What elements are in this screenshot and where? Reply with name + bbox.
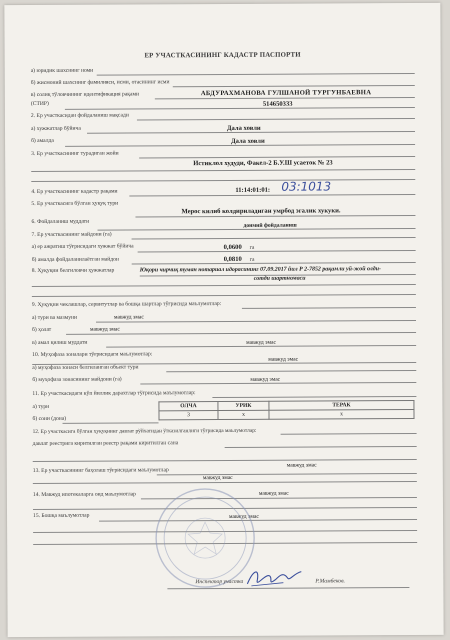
line [155, 97, 415, 99]
line [212, 396, 416, 398]
line [135, 215, 415, 217]
line [33, 459, 417, 462]
f9-b-label: б) ҳолат [32, 326, 52, 334]
f3-label: 3. Ер участкасининг турадиган жойи [31, 150, 119, 158]
line [63, 422, 159, 424]
f7-a-label: а) ер ажратиш тўғрисидаги хужжат бўйича [31, 243, 134, 251]
restriction-type-value: мавжуд эмас [113, 314, 144, 321]
cadastre-number: 11:14:01:01: [235, 186, 271, 194]
line [106, 345, 416, 348]
line [139, 156, 415, 158]
purpose-actual-value: Дала ховли [231, 137, 265, 145]
f1-a-label: а) юридик шахснинг номи [30, 67, 94, 75]
passport-document [4, 3, 443, 637]
protection-area-value: мавжуд эмас [250, 376, 281, 383]
document-title: ЕР УЧАСТКАСИНИНГ КАДАСТР ПАСПОРТИ [144, 51, 301, 60]
area-docs-value: 0,0600 [223, 243, 242, 252]
line [137, 118, 415, 120]
tree-header: УРИК [218, 401, 269, 410]
trees-count-row [159, 410, 414, 420]
line [99, 519, 417, 522]
area-docs-unit: га [249, 244, 255, 251]
line [31, 179, 415, 182]
owner-name: АБДУРАХМАНОВА ГУЛШАНОЙ ТУРГУНБАЕВНА [200, 89, 372, 98]
handwritten-cadastre-suffix: 03:1013 [281, 179, 332, 194]
official-stamp [153, 486, 258, 591]
f1-c-label-2: (СТИР) [30, 100, 49, 108]
f2-b-label: б) амалда [31, 137, 54, 145]
mortgage-value: мавжуд эмас [258, 490, 289, 497]
f15-label: 15. Бошқа маълумотлар [33, 512, 90, 520]
f12-label: 12. Ер участкасига бўлган ҳуқуқнинг давлат рўйхатидан ўтказилганлиги тўғрисида маълумотлар: [32, 427, 257, 436]
f14-label: 14. Мавжуд ипотекаларга оид маълумотлар [32, 491, 136, 499]
line [138, 250, 416, 252]
f9-a-label: а) тури ва мазмуни [31, 314, 78, 322]
protection-zone-value: мавжуд эмас [268, 356, 299, 363]
inspector-name: Р.Мамбеков. [315, 578, 345, 585]
f8-label: 8. Ҳуқуқни белгиловчи ҳужжатлар [31, 267, 115, 275]
line [87, 131, 415, 134]
line [157, 473, 417, 475]
address-value: Истиклол худуди, Факел-2 Б.У.Ш усаеток № 23 [193, 159, 333, 168]
line [31, 169, 415, 172]
usage-term-value: доимий фойдаланиш [243, 222, 297, 229]
line [98, 228, 416, 231]
f4-label: 4. Ер участкасининг кадастр рақами [31, 188, 118, 196]
f11-b-label: б) сони (дона) [32, 415, 67, 423]
legal-docs-value: Юқори чирчиқ туман нотариал идорасининг 07.09.2017 йил Р 2-7852 рақамли уй-жой олди- [139, 266, 381, 274]
f7-b-label: б) амалда фойдаланилаётган майдон [31, 256, 119, 264]
f13-label: 13. Ер участкасининг баҳолаш тўғрисидаги маълумотлар [32, 467, 169, 475]
f2-label: 2. Ер участкасидан фойдаланиш мақсади [30, 112, 129, 120]
area-actual-value: 0,0810 [223, 255, 242, 264]
line [225, 446, 417, 448]
f12-sub-label: давлат реестрига киритилган реестр рақами киритилган сана [32, 440, 179, 448]
tree-header: ТЕРАК [269, 401, 414, 411]
line [65, 144, 415, 147]
restriction-state-value: мавжуд эмас [90, 326, 120, 333]
f5-label: 5. Ер участкасига бўлган ҳуқуқ тури [31, 200, 119, 208]
f10-b-label: б) муҳофаза зонасининг майдони (га) [32, 376, 122, 384]
f11-label: 11. Ер участкасидаги кўп йиллик дарахтлар тўғрисида маълумотлар: [32, 390, 196, 398]
f11-a-label: а) тури [32, 403, 50, 411]
inspector-role: Инспектор участка [195, 578, 244, 586]
tax-id-value: 514650333 [262, 100, 293, 108]
trees-table [158, 400, 414, 420]
line [132, 237, 416, 239]
f1-c-label: в) солиқ тўловчининг идентификация рақами [30, 91, 140, 99]
line [65, 107, 415, 110]
f6-label: 6. Фойдаланиш муддати [31, 218, 90, 226]
line [173, 85, 415, 87]
line [242, 307, 416, 309]
f1-b-label: б) жисмоний шахснинг фамилияси, исми, отасининг исми [30, 79, 170, 87]
restriction-term-value: мавжуд эмас [246, 339, 276, 346]
f9-c-label: в) амал қилиш муддати [32, 339, 88, 347]
other-info-value: мавжуд эмас [229, 513, 259, 520]
line [132, 262, 416, 264]
line [33, 481, 417, 484]
f7-label: 7. Ер участкасининг майдони (га) [31, 231, 112, 239]
line [281, 433, 417, 435]
valuation-value-2: мавжуд эмас [202, 474, 233, 482]
tree-header: ОЛЧА [159, 402, 218, 411]
line [166, 370, 416, 372]
valuation-value: мавжуд эмас [286, 462, 317, 469]
f2-a-label: а) хужжатлар бўйича [30, 125, 81, 133]
legal-docs-value-2: сотди шартномаси [253, 275, 306, 282]
f9-label: 9. Ҳуқуқни чеклашлар, сервитутлар ва бошқа шартлар тўғрисида маълумотлар: [31, 301, 222, 309]
line [97, 73, 415, 76]
tree-count: х [269, 410, 414, 420]
line [140, 382, 416, 384]
purpose-docs-value: Дала ховли [226, 124, 261, 132]
tree-count: 3 [159, 411, 218, 420]
f10-label: 10. Муҳофаза зоналари тўғрисидаги маълумотлар: [32, 351, 153, 359]
tree-count: х [218, 410, 269, 419]
line [32, 294, 416, 297]
line [129, 194, 415, 196]
right-type-value: Мерос килиб колдириладиган умрбод эгалик хукуки. [181, 207, 341, 216]
line [32, 284, 416, 287]
area-actual-unit: га [249, 256, 255, 263]
f10-a-label: а) муҳофаза зонаси белгиланган объект тури [32, 364, 139, 372]
